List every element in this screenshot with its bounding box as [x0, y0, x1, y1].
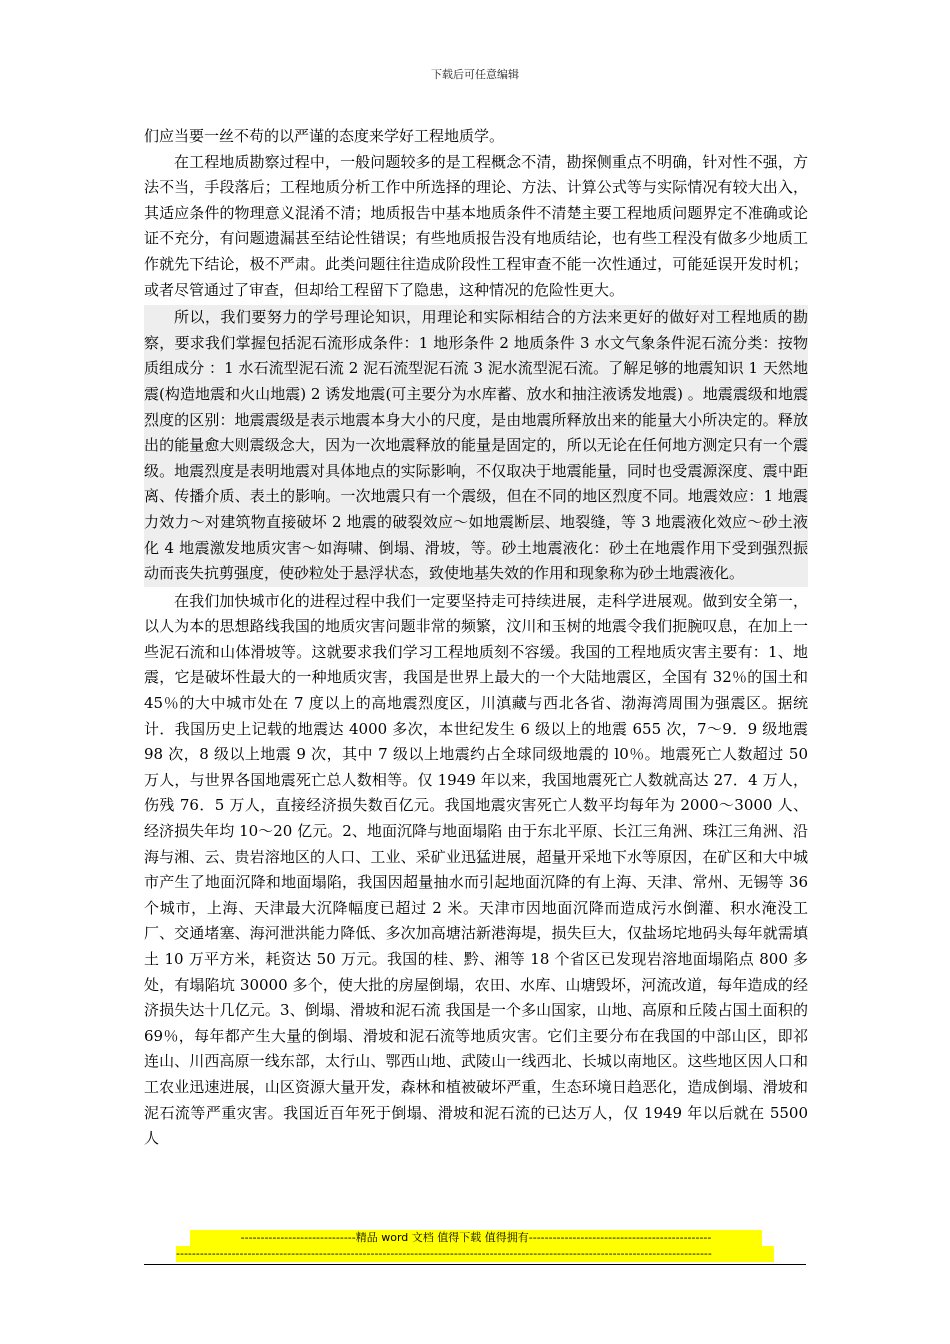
paragraph-theory-knowledge: 所以，我们要努力的学号理论知识，用理论和实际相结合的方法来更好的做好对工程地质的勘察，要求我们掌握包括泥石流形成条件：1 地形条件 2 地质条件 3 水文气象条件泥石流分类：按物质组成分 ：1 水石流型泥石流 2 泥石流型泥石流 3 泥水流型泥石流。了解足够的地震知识 1 天然地震(构造地震和火山地震) 2 诱发地震(可主要分为水库蓄、放水和抽注液诱发地震) 。地震震级和地震烈度的区别：地震震级是表示地震本身大小的尺度，是由地震所释放出来的能量大小所决定的。释放出的能量愈大则震级念大，因为一次地震释放的能量是固定的，所以无论在任何地方测定只有一个震级。地震烈度是表明地震对具体地点的实际影响，不仅取决于地震能量，同时也受震源深度、震中距离、传播介质、表土的影响。一次地震只有一个震级，但在不同的地区烈度不同。地震效应：1 地震力效力～对建筑物直接破坏 2 地震的破裂效应～如地震断层、地裂缝，等 3 地震液化效应～砂土液化 4 地震激发地质灾害～如海啸、倒塌、滑坡，等。砂土地震液化：砂土在地震作用下受到强烈振动而丧失抗剪强度，使砂粒处于悬浮状态，致使地基失效的作用和现象称为砂土地震液化。: [144, 305, 808, 587]
footer-divider: [144, 1264, 806, 1265]
footer-banner: -----------------------------精品 word 文档 值得下载 值得拥有----------------------------------------------: [190, 1230, 762, 1246]
paragraph-survey-problems: 在工程地质勘察过程中，一般问题较多的是工程概念不清，勘探侧重点不明确，针对性不强，方法不当，手段落后；工程地质分析工作中所选择的理论、方法、计算公式等与实际情况有较大出入，其适应条件的物理意义混淆不清；地质报告中基本地质条件不清楚主要工程地质问题界定不准确或论证不充分，有问题遗漏甚至结论性错误；有些地质报告没有地质结论，也有些工程没有做多少地质工作就先下结论，极不严肃。此类问题往往造成阶段性工程审查不能一次性通过，可能延误开发时机；或者尽管通过了审查，但却给工程留下了隐患，这种情况的危险性更大。: [144, 152, 808, 299]
paragraph-intro: 们应当要一丝不苟的以严谨的态度来学好工程地质学。: [144, 127, 505, 145]
document-body: [144, 124, 808, 1152]
page-header: 下载后可任意编辑: [431, 68, 519, 81]
footer-dash-line: ---------------------------------------------------------------------------------------------------------------------------------------: [176, 1246, 774, 1262]
paragraph-geological-disasters: 在我们加快城市化的进程过程中我们一定要坚持走可持续进展，走科学进展观。做到安全第一，以人为本的思想路线我国的地质灾害问题非常的频繁，汶川和玉树的地震令我们扼腕叹息，在加上一些泥石流和山体滑坡等。这就要求我们学习工程地质刻不容缓。我国的工程地质灾害主要有：1、地震，它是破坏性最大的一种地质灾害，我国是世界上最大的一个大陆地震区，全国有 32％的国土和 45％的大中城市处在 7 度以上的高地震烈度区，川滇藏与西北各省、渤海湾周围为强震区。据统计．我国历史上记载的地震达 4000 多次，本世纪发生 6 级以上的地震 655 次，7～9．9 级地震 98 次，8 级以上地震 9 次，其中 7 级以上地震约占全球同级地震的 l0％。地震死亡人数超过 50 万人，与世界各国地震死亡总人数相等。仅 1949 年以来，我国地震死亡人数就高达 27．4 万人，伤残 76．5 万人，直接经济损失数百亿元。我国地震灾害死亡人数平均每年为 2000～3000 人、经济损失年均 10～20 亿元。2、地面沉降与地面塌陷 由于东北平原、长江三角洲、珠江三角洲、沿海与湘、云、贵岩溶地区的人口、工业、采矿业迅猛进展，超量开采地下水等原因，在矿区和大中城市产生了地面沉降和地面塌陷，我国因超量抽水而引起地面沉降的有上海、天津、常州、无锡等 36 个城市，上海、天津最大沉降幅度已超过 2 米。天津市因地面沉降而造成污水倒灌、积水淹没工厂、交通堵塞、海河泄洪能力降低、多次加高塘沽新港海堤，损失巨大，仅盐场坨地码头每年就需填土 10 万平方米，耗资达 50 万元。我国的桂、黔、湘等 18 个省区已发现岩溶地面塌陷点 800 多处，有塌陷坑 30000 多个，使大批的房屋倒塌，农田、水库、山塘毁坏，河流改道，每年造成的经济损失达十几亿元。3、倒塌、滑坡和泥石流 我国是一个多山国家，山地、高原和丘陵占国土面积的 69％，每年都产生大量的倒塌、滑坡和泥石流等地质灾害。它们主要分布在我国的中部山区，即祁连山、川西高原一线东部，太行山、鄂西山地、武陵山一线西北、长城以南地区。这些地区因人口和工农业迅速进展，山区资源大量开发，森林和植被破坏严重，生态环境日趋恶化，造成倒塌、滑坡和泥石流等严重灾害。我国近百年死于倒塌、滑坡和泥石流的已达万人，仅 1949 年以后就在 5500 人: [144, 591, 808, 1148]
